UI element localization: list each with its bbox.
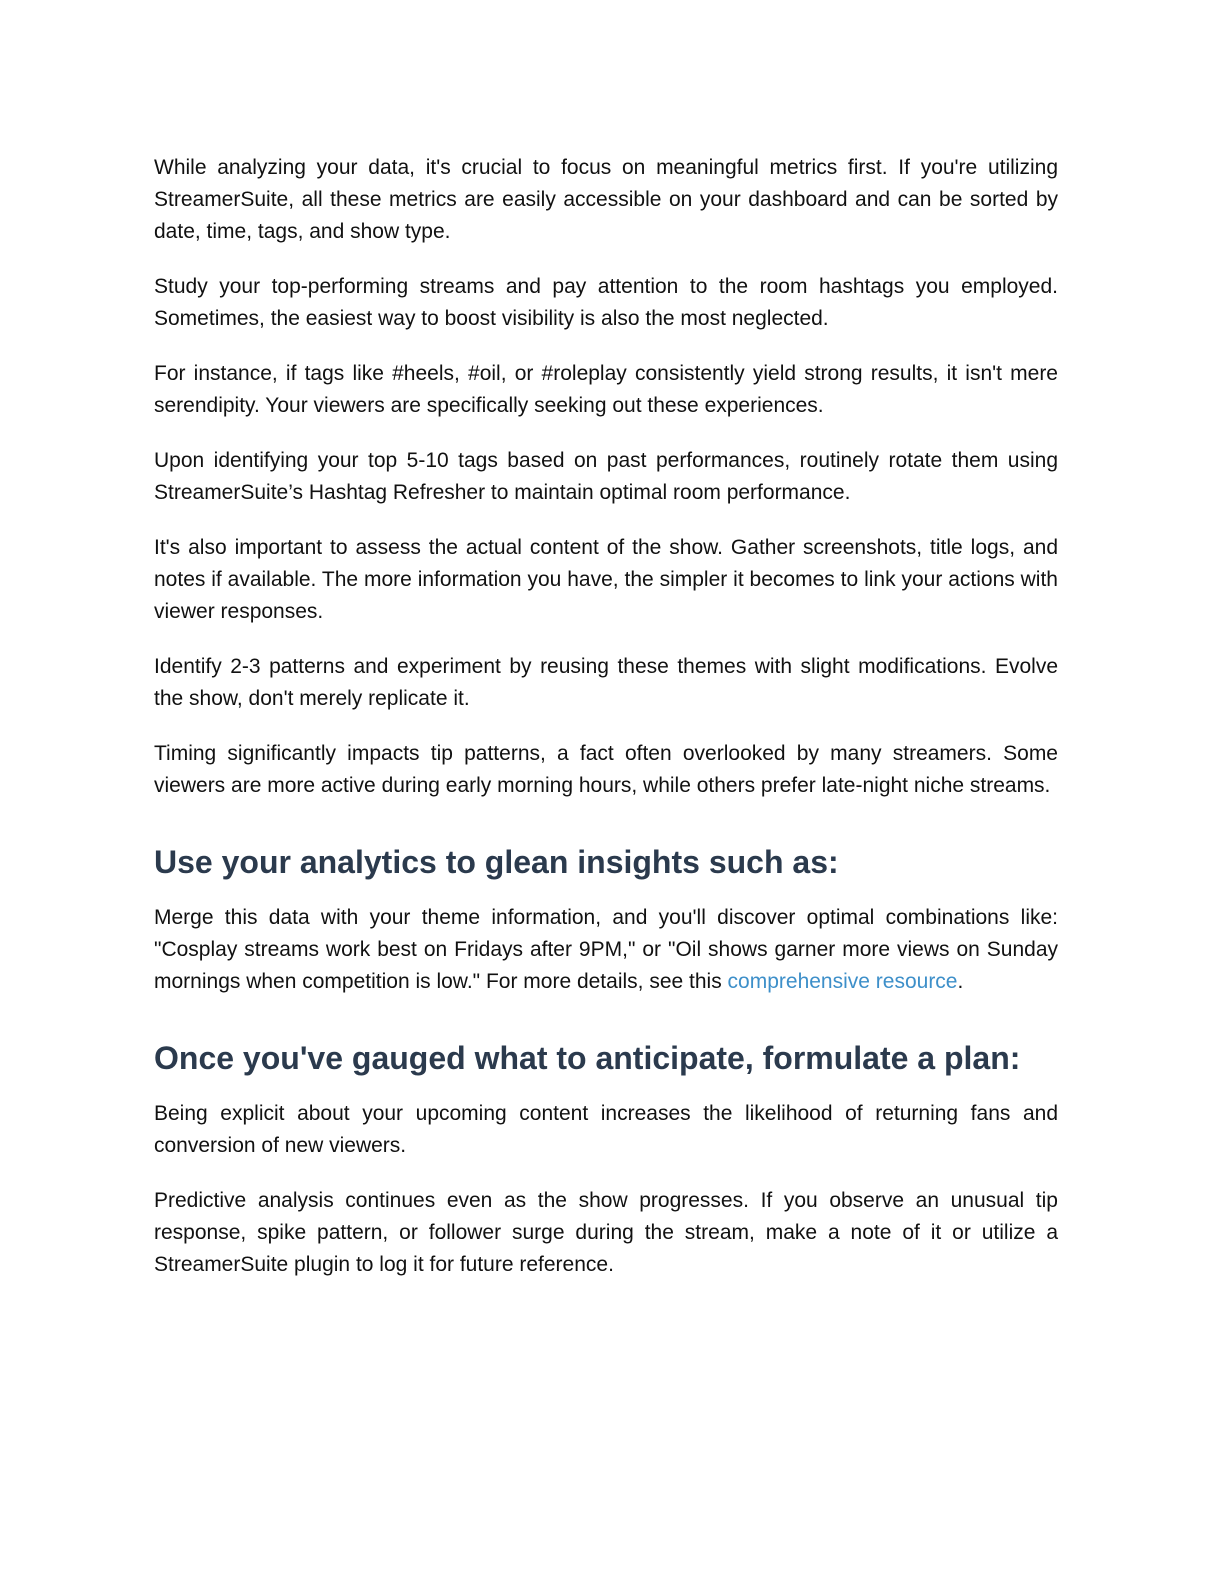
merge-data-text: Merge this data with your theme information, and you'll discover optimal combinations like: "Cosplay streams work best on Fridays after 9PM," or "Oil shows garner more views on Sunday mornings when competition is low." For more details, see this: [154, 906, 1058, 993]
paragraph-patterns: Identify 2-3 patterns and experiment by reusing these themes with slight modifications. Evolve the show, don't merely replicate it.: [154, 655, 1058, 710]
comprehensive-resource-link[interactable]: comprehensive resource: [727, 970, 958, 993]
document-page: [154, 152, 1058, 1304]
heading-formulate-plan: Once you've gauged what to anticipate, formulate a plan:: [154, 1040, 1021, 1076]
paragraph-tag-examples: For instance, if tags like #heels, #oil, or #roleplay consistently yield strong results, it isn't mere serendipity. Your viewers are specifically seeking out these experiences.: [154, 362, 1058, 417]
paragraph-hashtag-refresher: Upon identifying your top 5-10 tags based on past performances, routinely rotate them using StreamerSuite’s Hashtag Refresher to maintain optimal room performance.: [154, 449, 1058, 504]
paragraph-timing: Timing significantly impacts tip patterns, a fact often overlooked by many streamers. Some viewers are more active during early morning hours, while others prefer late-night niche streams.: [154, 742, 1058, 797]
paragraph-top-performing-streams: Study your top-performing streams and pay attention to the room hashtags you employed. Sometimes, the easiest way to boost visibility is also the most neglected.: [154, 275, 1058, 330]
paragraph-explicit-content: Being explicit about your upcoming content increases the likelihood of returning fans and conversion of new viewers.: [154, 1102, 1058, 1157]
paragraph-merge-data: [154, 902, 1058, 998]
paragraph-show-content: It's also important to assess the actual content of the show. Gather screenshots, title logs, and notes if available. The more information you have, the simpler it becomes to link your actions with viewer responses.: [154, 536, 1058, 623]
merge-data-period: .: [957, 970, 964, 993]
heading-analytics-insights: Use your analytics to glean insights such as:: [154, 844, 839, 880]
paragraph-predictive-analysis: Predictive analysis continues even as the show progresses. If you observe an unusual tip response, spike pattern, or follower surge during the stream, make a note of it or utilize a StreamerSuite plugin to log it for future reference.: [154, 1189, 1058, 1276]
paragraph-analyzing-data: While analyzing your data, it's crucial to focus on meaningful metrics first. If you're utilizing StreamerSuite, all these metrics are easily accessible on your dashboard and can be sorted by date, time, tags, and show type.: [154, 156, 1058, 243]
